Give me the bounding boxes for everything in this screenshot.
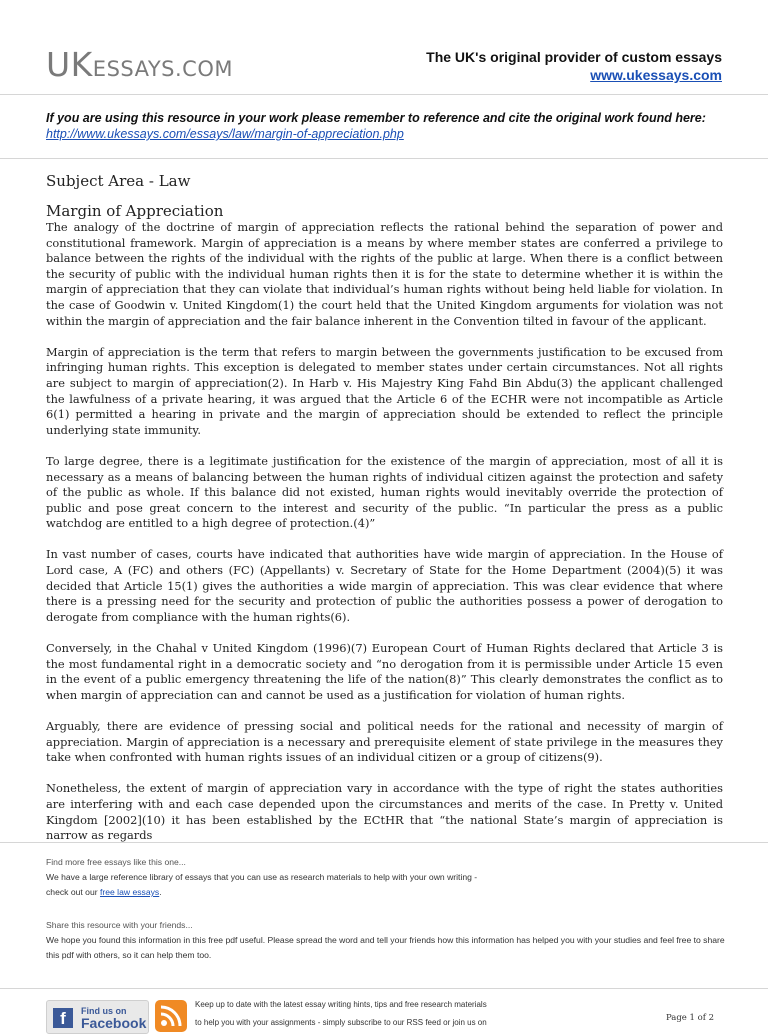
site-link[interactable]: www.ukessays.com	[590, 67, 722, 83]
check-out-prefix: check out our	[46, 887, 100, 897]
header-tagline-block	[426, 48, 722, 84]
header-divider	[0, 94, 768, 95]
facebook-icon: f	[53, 1008, 73, 1028]
subject-area: Subject Area - Law	[46, 172, 191, 190]
share-text: We hope you found this information in this free pdf useful. Please spread the word and tell your friends how this information has helped you with your studies and feel free to share this pdf with others, so it can help them too.	[46, 935, 725, 960]
logo-essays: ESSAYS.COM	[92, 57, 233, 81]
check-out-line	[46, 885, 726, 900]
share-heading: Share this resource with your friends...	[46, 920, 193, 930]
notice-divider	[0, 158, 768, 159]
essay-paragraph: In vast number of cases, courts have indicated that authorities have wide margin of appreciation. In the House of Lord case, A (FC) and others (FC) (Appellants) v. Secretary of State for the Home Department (2004)(5) it was decided that Article 15(1) gives the authorities a wide margin of appreciation. This was clear evidence that where there is a pressing need for the security and protection of public the authorities possess a power of derogation to derogate from compliance with the human rights(6).	[46, 547, 723, 624]
more-essays-section	[46, 855, 726, 900]
citation-notice: If you are using this resource in your work please remember to reference and cite the original work found here:	[46, 111, 706, 125]
promo-line: to help you with your assignments - simply subscribe to our RSS feed or join us on	[195, 1018, 487, 1027]
more-essays-text: We have a large reference library of essays that you can use as research materials to help with your own writing -	[46, 872, 478, 882]
essay-body	[46, 220, 723, 843]
ukessays-logo	[46, 45, 233, 84]
free-law-essays-link[interactable]: free law essays	[99, 887, 160, 897]
citation-url-link[interactable]: http://www.ukessays.com/essays/law/margin-of-appreciation.php	[46, 127, 404, 141]
check-out-suffix: .	[159, 887, 162, 897]
essay-paragraph: Margin of appreciation is the term that refers to margin between the governments justification to be excused from infringing human rights. This exception is delegated to member states under certain circumstances. Not all rights are subject to margin of appreciation(2). In Harb v. His Majestry King Fahd Bin Abdu(3) the applicant challenged the lawfulness of a private hearing, it was argued that the Article 6 of the ECHR were not incompatible as Article 6(1) permitted a hearing in private and the margin of appreciation should be extended to reflect the principle underlying state immunity.	[46, 344, 723, 437]
page-number: Page 1 of 2	[665, 1013, 714, 1023]
essay-paragraph: Nonetheless, the extent of margin of appreciation vary in accordance with the type of right the states authorities are interfering with and each case depended upon the circumstances and merits of the case. In Pretty v. United Kingdom [2002](10) it has been established by the ECtHR that “the national State’s margin of appreciation is narrow as regards	[46, 781, 723, 843]
rss-icon[interactable]	[155, 1000, 187, 1032]
essay-title: Margin of Appreciation	[46, 202, 224, 220]
promo-text	[195, 996, 515, 1032]
essay-paragraph: Arguably, there are evidence of pressing social and political needs for the rational and necessity of margin of appreciation. Margin of appreciation is a necessary and prerequisite element of state privilege in the measures they take when confronted with human rights issues of an individual citizen or a group of citizens(9).	[46, 719, 723, 765]
logo-uk: UK	[46, 45, 93, 84]
facebook-find-label: Find us on	[81, 1006, 127, 1016]
essay-paragraph: The analogy of the doctrine of margin of appreciation reflects the rational behind the separation of power and constitutional framework. Margin of appreciation is a means by where member states are conferred a privilege to balance between the rights of the individual with the rights of the public at large. When there is a conflict between the security of public with the individual human rights then it is for the state to determine whether it is within the margin of appreciation that they can violate that individual’s human rights without being held liable for violation. In the case of Goodwin v. United Kingdom(1) the court held that the United Kingdom arguments for violation was not within the margin of appreciation and the fair balance inherent in the Convention tilted in favour of the applicant.	[46, 220, 723, 328]
facebook-name-label: Facebook	[81, 1015, 147, 1031]
tagline: The UK's original provider of custom essays	[426, 49, 722, 65]
promo-line: Keep up to date with the latest essay writing hints, tips and free research materials	[195, 1000, 487, 1009]
share-section	[46, 918, 726, 963]
essay-paragraph: Conversely, in the Chahal v United Kingdom (1996)(7) European Court of Human Rights declared that Article 3 is the most fundamental right in a democratic society and “no derogation from it is permissible under Article 15 even in the event of a public emergency threatening the life of the nation(8)” This clearly demonstrates the conflict as to when margin of appreciation can and cannot be used as a justification for violation of human rights.	[46, 641, 723, 702]
more-essays-heading: Find more free essays like this one...	[46, 857, 186, 867]
facebook-button[interactable]	[46, 1000, 149, 1034]
footer-divider	[0, 842, 768, 843]
social-divider	[0, 988, 768, 989]
essay-paragraph: To large degree, there is a legitimate justification for the existence of the margin of appreciation, most of all it is necessary as a means of balancing between the human rights of individual citizen against the protection and safety of the public as whole. If this balance did not existed, human rights would inevitably override the protection of public and pose great concern to the interest and security of the public. “In particular the press as a public watchdog are entitled to a high degree of protection.(4)”	[46, 453, 723, 531]
